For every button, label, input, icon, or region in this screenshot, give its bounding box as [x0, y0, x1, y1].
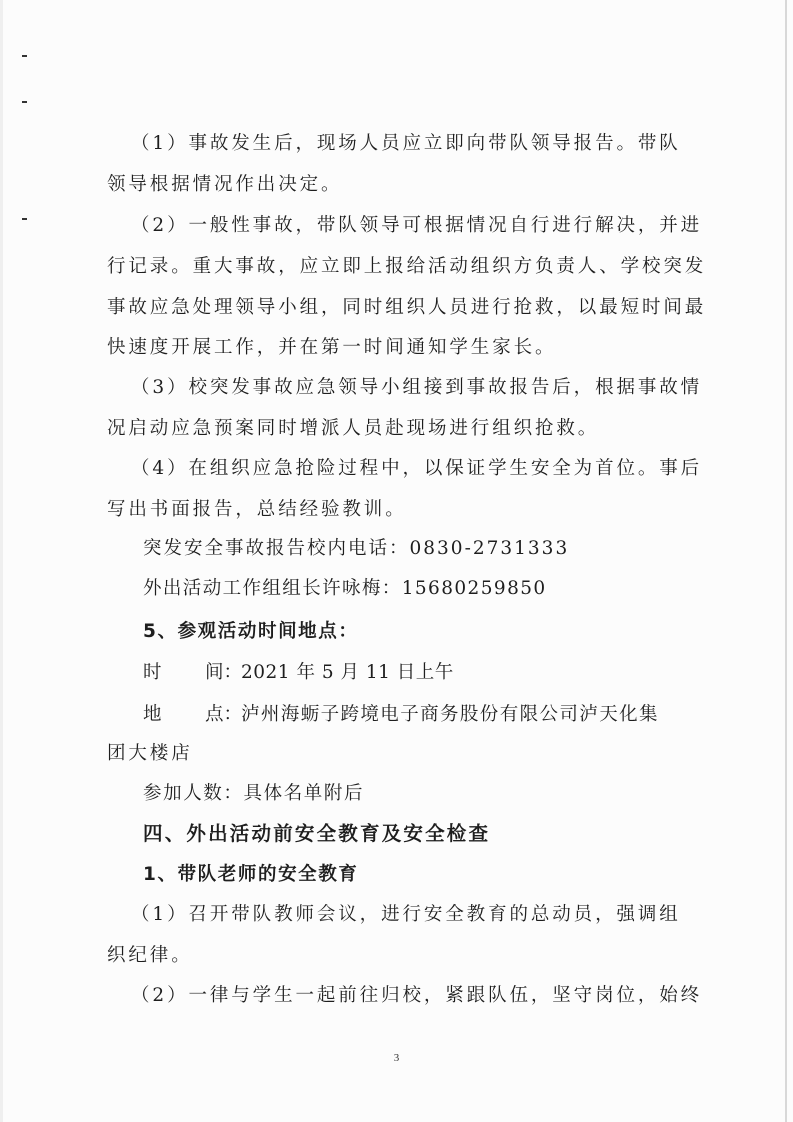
place-value: 泸州海蛎子跨境电子商务股份有限公司泸天化集 — [241, 704, 659, 725]
page-number: 3 — [393, 1052, 400, 1064]
section-4-subheading: 1、带队老师的安全教育 — [143, 864, 359, 885]
binding-mark — [22, 55, 27, 57]
paragraph-line: 行记录。重大事故，应立即上报给活动组织方负责人、学校突发 — [107, 256, 707, 277]
paragraph-line: （4）在组织应急抢险过程中，以保证学生安全为首位。事后 — [131, 458, 703, 479]
paragraph-line: 织纪律。 — [107, 945, 193, 966]
phone-contact-line: 突发安全事故报告校内电话：0830-2731333 — [143, 538, 570, 559]
section-5-heading: 5、参观活动时间地点： — [143, 621, 359, 642]
scan-edge-left — [0, 0, 3, 1122]
place-value-continued: 团大楼店 — [107, 743, 193, 764]
place-row — [143, 703, 659, 727]
paragraph-line: 领导根据情况作出决定。 — [107, 174, 343, 195]
paragraph-line: （1）事故发生后，现场人员应立即向带队领导报告。带队 — [131, 133, 681, 154]
paragraph-line: （1）召开带队教师会议，进行安全教育的总动员，强调组 — [131, 904, 681, 925]
paragraph-line: （2）一般性事故，带队领导可根据情况自行进行解决，并进 — [131, 215, 703, 236]
paragraph-line: （3）校突发事故应急领导小组接到事故报告后，根据事故情 — [131, 377, 703, 398]
paragraph-line: 写出书面报告，总结经验教训。 — [107, 499, 407, 520]
binding-mark — [22, 218, 27, 220]
paragraph-line: 况启动应急预案同时增派人员赴现场进行组织抢救。 — [107, 418, 600, 439]
paragraph-line: （2）一律与学生一起前往归校，紧跟队伍，坚守岗位，始终 — [131, 985, 703, 1006]
time-label: 时 间： — [143, 662, 243, 683]
section-4-heading: 四、外出活动前安全教育及安全检查 — [143, 822, 491, 845]
time-row — [143, 661, 454, 685]
participants-line: 参加人数：具体名单附后 — [143, 783, 365, 804]
leader-contact-line: 外出活动工作组组长许咏梅：15680259850 — [143, 578, 547, 599]
place-label: 地 点： — [143, 704, 243, 725]
time-value: 2021 年 5 月 11 日上午 — [241, 662, 454, 683]
binding-mark — [22, 101, 27, 103]
scan-edge-right — [785, 0, 787, 1122]
paragraph-line: 快速度开展工作，并在第一时间通知学生家长。 — [107, 337, 557, 358]
paragraph-line: 事故应急处理领导小组，同时组织人员进行抢救，以最短时间最 — [107, 297, 707, 318]
